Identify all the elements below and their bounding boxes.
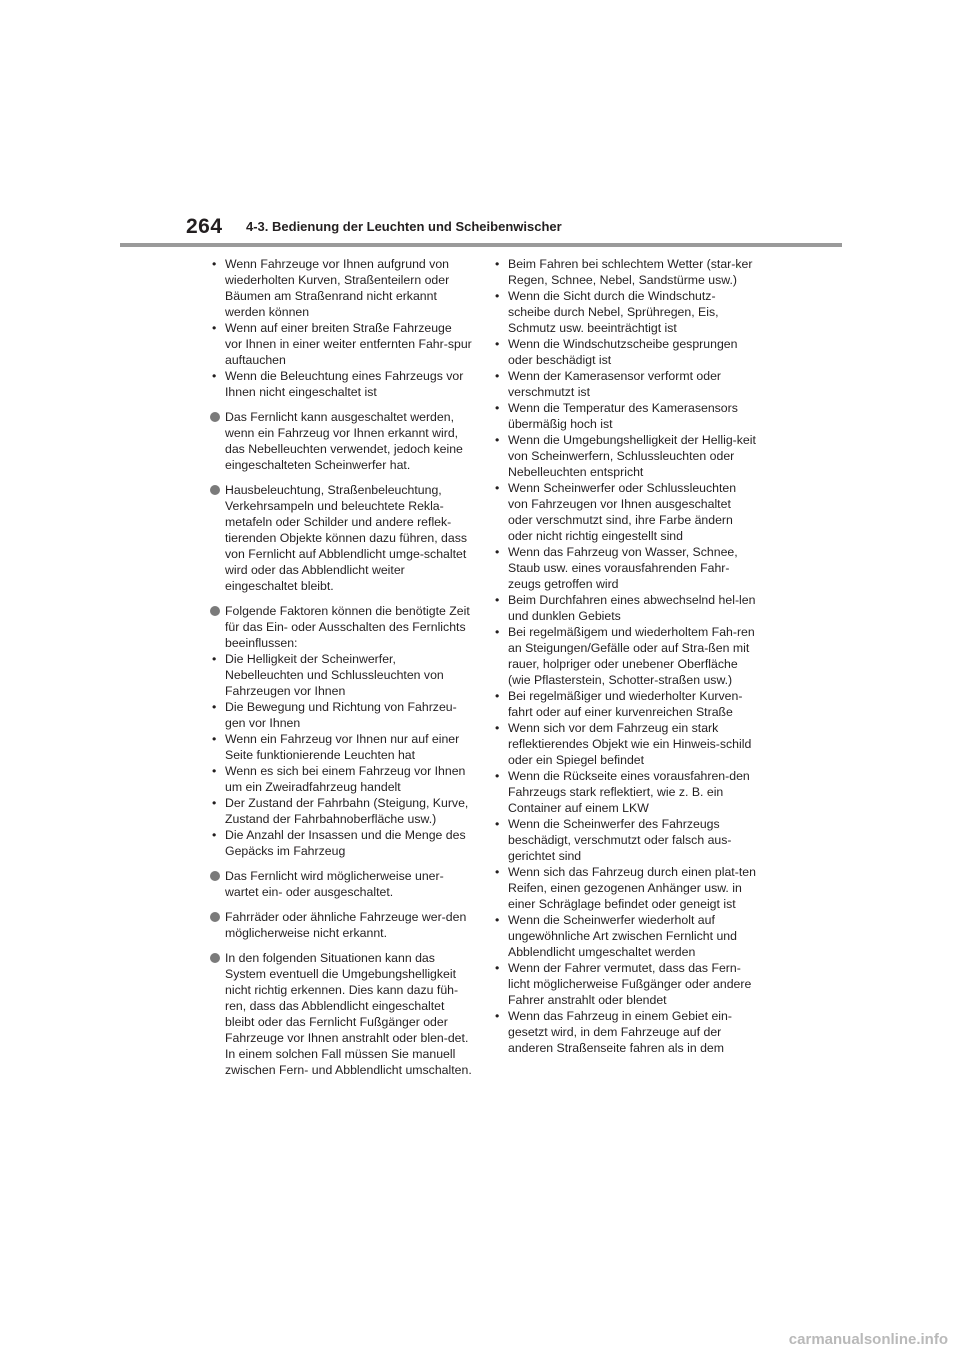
list-item: • Der Zustand der Fahrbahn (Steigung, Kurve, Zustand der Fahrbahnoberfläche usw.) bbox=[210, 795, 472, 827]
list-item: • Bei regelmäßigem und wiederholtem Fah-ren an Steigungen/Gefälle oder auf Stra-ßen mit rauer, holpriger oder unebener Oberfläche (wie Pflasterstein, Schotter-straßen usw.) bbox=[493, 624, 757, 688]
list-item: • Wenn das Fahrzeug von Wasser, Schnee, Staub usw. eines vorausfahrenden Fahr-zeugs getroffen wird bbox=[493, 544, 757, 592]
list-item: • Wenn die Sicht durch die Windschutz-scheibe durch Nebel, Sprühregen, Eis, Schmutz usw. beeinträchtigt ist bbox=[493, 288, 757, 336]
list-item: • Wenn es sich bei einem Fahrzeug vor Ihnen um ein Zweiradfahrzeug handelt bbox=[210, 763, 472, 795]
list-item: • Wenn die Umgebungshelligkeit der Hellig-keit von Scheinwerfern, Schlussleuchten oder Nebelleuchten entspricht bbox=[493, 432, 757, 480]
list-item: • Wenn das Fahrzeug in einem Gebiet ein-gesetzt wird, in dem Fahrzeuge auf der anderen Straßenseite fahren als in dem bbox=[493, 1008, 757, 1056]
list-item: • Die Helligkeit der Scheinwerfer, Nebelleuchten und Schlussleuchten von Fahrzeugen vor Ihnen bbox=[210, 651, 472, 699]
list-item: • Die Anzahl der Insassen und die Menge des Gepäcks im Fahrzeug bbox=[210, 827, 472, 859]
list-item: • Wenn sich vor dem Fahrzeug ein stark reflektierendes Objekt wie ein Hinweis-schild oder ein Spiegel befindet bbox=[493, 720, 757, 768]
bullet-dot-icon bbox=[210, 485, 220, 495]
list-item: • Wenn sich das Fahrzeug durch einen plat-ten Reifen, einen gezogenen Anhänger usw. in einer Schräglage befindet oder geneigt ist bbox=[493, 864, 757, 912]
paragraph-fahrraeder bbox=[210, 909, 472, 941]
bullet-dot-icon bbox=[210, 953, 220, 963]
paragraph-text: Folgende Faktoren können die benötigte Zeit für das Ein- oder Ausschalten des Fernlichts beeinflussen: bbox=[225, 604, 470, 650]
list-item: • Wenn der Fahrer vermutet, dass das Fern-licht möglicherweise Fußgänger oder andere Fahrer anstrahlt oder blendet bbox=[493, 960, 757, 1008]
paragraph-text: Das Fernlicht kann ausgeschaltet werden, wenn ein Fahrzeug vor Ihnen erkannt wird, das Nebelleuchten verwendet, jedoch keine eingeschalteten Scheinwerfer hat. bbox=[225, 410, 463, 472]
list-item: • Wenn die Scheinwerfer des Fahrzeugs beschädigt, verschmutzt oder falsch aus-gerichtet sind bbox=[493, 816, 757, 864]
paragraph-text: Das Fernlicht wird möglicherweise uner-wartet ein- oder ausgeschaltet. bbox=[225, 869, 444, 899]
left-column bbox=[210, 256, 472, 1078]
bullet-dot-icon bbox=[210, 912, 220, 922]
list-item: • Wenn Fahrzeuge vor Ihnen aufgrund von wiederholten Kurven, Straßenteilern oder Bäumen am Straßenrand nicht erkannt werden können bbox=[210, 256, 472, 320]
list-item: • Wenn auf einer breiten Straße Fahrzeuge vor Ihnen in einer weiter entfernten Fahr-spur auftauchen bbox=[210, 320, 472, 368]
bullet-dot-icon bbox=[210, 871, 220, 881]
header-divider bbox=[120, 243, 842, 247]
paragraph-fernlicht bbox=[210, 409, 472, 473]
paragraph-text: In den folgenden Situationen kann das System eventuell die Umgebungshelligkeit nicht richtig erkennen. Dies kann dazu füh-ren, dass das Abblendlicht eingeschaltet bleibt oder das Fernlicht Fußgänger oder Fahrzeuge vor Ihnen anstrahlt oder blen-det. In einem solchen Fall müssen Sie manuell zwischen Fern- und Abblendlicht umschalten. bbox=[225, 951, 472, 1077]
list-item: • Wenn die Scheinwerfer wiederholt auf ungewöhnliche Art zwischen Fernlicht und Abblendlicht umgeschaltet werden bbox=[493, 912, 757, 960]
bullet-dot-icon bbox=[210, 412, 220, 422]
list-item: • Wenn Scheinwerfer oder Schlussleuchten von Fahrzeugen vor Ihnen ausgeschaltet oder verschmutzt sind, ihre Farbe ändern oder nicht richtig eingestellt sind bbox=[493, 480, 757, 544]
list-item: • Wenn der Kamerasensor verformt oder verschmutzt ist bbox=[493, 368, 757, 400]
list-item: • Beim Durchfahren eines abwechselnd hel-len und dunklen Gebiets bbox=[493, 592, 757, 624]
bullet-dot-icon bbox=[210, 606, 220, 616]
list-item: • Die Bewegung und Richtung von Fahrzeu-gen vor Ihnen bbox=[210, 699, 472, 731]
situationen-bullet-list bbox=[493, 256, 757, 1056]
list-item: • Wenn ein Fahrzeug vor Ihnen nur auf einer Seite funktionierende Leuchten hat bbox=[210, 731, 472, 763]
paragraph-text: Fahrräder oder ähnliche Fahrzeuge wer-den möglicherweise nicht erkannt. bbox=[225, 910, 467, 940]
paragraph-text: Hausbeleuchtung, Straßenbeleuchtung, Verkehrsampeln und beleuchtete Rekla-metafeln oder Schilder und andere reflek-tierenden Objekte können dazu führen, dass von Fernlicht auf Abblendlicht umge-schaltet wird oder das Abblendlicht weiter eingeschaltet bleibt. bbox=[225, 483, 468, 593]
paragraph-faktoren bbox=[210, 603, 472, 859]
right-column bbox=[493, 256, 757, 1056]
section-title: 4-3. Bedienung der Leuchten und Scheibenwischer bbox=[246, 219, 562, 234]
list-item: • Wenn die Rückseite eines vorausfahren-den Fahrzeugs stark reflektiert, wie z. B. ein Container auf einem LKW bbox=[493, 768, 757, 816]
list-item: • Beim Fahren bei schlechtem Wetter (star-ker Regen, Schnee, Nebel, Sandstürme usw.) bbox=[493, 256, 757, 288]
page-number: 264 bbox=[186, 215, 223, 238]
list-item: • Bei regelmäßiger und wiederholter Kurven-fahrt oder auf einer kurvenreichen Straße bbox=[493, 688, 757, 720]
intro-bullet-list bbox=[210, 256, 472, 400]
list-item: • Wenn die Beleuchtung eines Fahrzeugs vor Ihnen nicht eingeschaltet ist bbox=[210, 368, 472, 400]
paragraph-situationen bbox=[210, 950, 472, 1078]
list-item: • Wenn die Windschutzscheibe gesprungen oder beschädigt ist bbox=[493, 336, 757, 368]
paragraph-unerwartet bbox=[210, 868, 472, 900]
list-item: • Wenn die Temperatur des Kamerasensors übermäßig hoch ist bbox=[493, 400, 757, 432]
faktoren-bullet-list bbox=[210, 651, 472, 859]
paragraph-hausbeleuchtung bbox=[210, 482, 472, 594]
watermark-link[interactable]: carmanualsonline.info bbox=[788, 1331, 948, 1348]
